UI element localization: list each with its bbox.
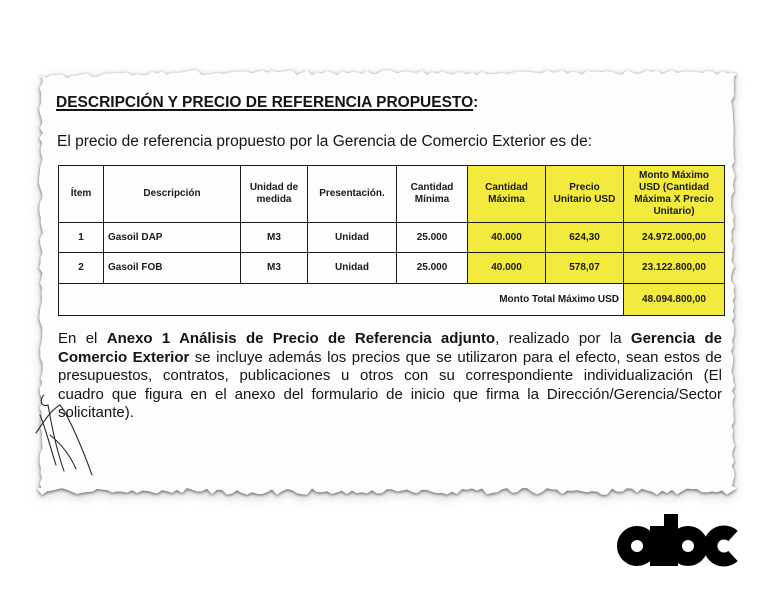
logo-letter-b-stem — [664, 514, 678, 566]
header-max-quantity: Cantidad Máxima — [468, 166, 546, 223]
reference-price-table — [58, 165, 725, 316]
logo-letter-a-bowl — [624, 533, 650, 559]
signature-stroke — [36, 405, 92, 475]
paragraph-text: solicitante). — [58, 404, 134, 422]
paragraph-text: En el — [58, 330, 107, 347]
paragraph-text: , realizado por la — [495, 330, 631, 347]
header-min-quantity: Cantidad Mínima — [397, 166, 468, 223]
row-2-description: Gasoil FOB — [104, 253, 241, 284]
table-row — [59, 223, 725, 253]
row-1-presentation: Unidad — [308, 223, 397, 253]
table-row — [59, 253, 725, 284]
logo-letter-b-bowl — [675, 533, 701, 559]
section-heading — [56, 94, 478, 112]
header-item: Ítem — [59, 166, 104, 223]
row-2-item: 2 — [59, 253, 104, 284]
row-1-max-amount: 24.972.000,00 — [624, 223, 725, 253]
annex-reference-bold: Anexo 1 Análisis de Precio de Referencia adjunto — [106, 330, 496, 347]
paragraph-line-4 — [58, 386, 722, 405]
intro-sentence: El precio de referencia propuesto por la Gerencia de Comercio Exterior es de: — [57, 133, 593, 150]
paragraph-line-2 — [58, 349, 722, 368]
signature-scribble — [30, 385, 110, 480]
total-value: 48.094.800,00 — [624, 284, 725, 316]
row-2-unit-price: 578,07 — [546, 253, 624, 284]
row-1-min-quantity: 25.000 — [397, 223, 468, 253]
signature-stroke — [50, 435, 76, 469]
paragraph-line-3 — [58, 367, 722, 386]
annex-paragraph — [58, 330, 722, 423]
header-description: Descripción — [104, 166, 241, 223]
row-1-max-quantity: 40.000 — [468, 223, 546, 253]
abc-logo — [600, 505, 760, 580]
header-presentation: Presentación. — [308, 166, 397, 223]
row-2-min-quantity: 25.000 — [397, 253, 468, 284]
row-2-max-quantity: 40.000 — [468, 253, 546, 284]
row-1-unit: M3 — [241, 223, 308, 253]
signature-stroke — [40, 415, 56, 465]
row-2-max-amount: 23.122.800,00 — [624, 253, 725, 284]
header-max-amount: Monto Máximo USD (Cantidad Máxima X Precio Unitario) — [624, 166, 725, 223]
department-name-bold: Gerencia de — [630, 330, 722, 347]
paragraph-line-1 — [58, 330, 722, 349]
row-2-unit: M3 — [241, 253, 308, 284]
paragraph-text: se incluye además los precios que se utilizaron para el efecto, sean estos de — [189, 348, 722, 366]
table-header-row — [59, 166, 725, 223]
row-1-item: 1 — [59, 223, 104, 253]
paragraph-text: presupuestos, contratos, publicaciones u otros con su correspondiente individualización (El — [58, 367, 722, 385]
paragraph-text: cuadro que figura en el anexo del formulario de inicio que firma la Dirección/Gerencia/Sector — [58, 385, 722, 403]
row-2-presentation: Unidad — [308, 253, 397, 284]
header-unit: Unidad de medida — [241, 166, 308, 223]
total-label: Monto Total Máximo USD — [59, 284, 624, 316]
department-name-bold: Comercio Exterior — [58, 348, 190, 366]
section-heading-colon: : — [473, 94, 479, 111]
logo-letter-a-stem — [650, 526, 664, 566]
header-unit-price: Precio Unitario USD — [546, 166, 624, 223]
table-total-row — [59, 284, 725, 316]
section-heading-text: DESCRIPCIÓN Y PRECIO DE REFERENCIA PROPUESTO — [56, 94, 474, 111]
paragraph-line-5 — [58, 404, 722, 423]
row-1-description: Gasoil DAP — [104, 223, 241, 253]
row-1-unit-price: 624,30 — [546, 223, 624, 253]
logo-letter-c — [710, 533, 733, 560]
